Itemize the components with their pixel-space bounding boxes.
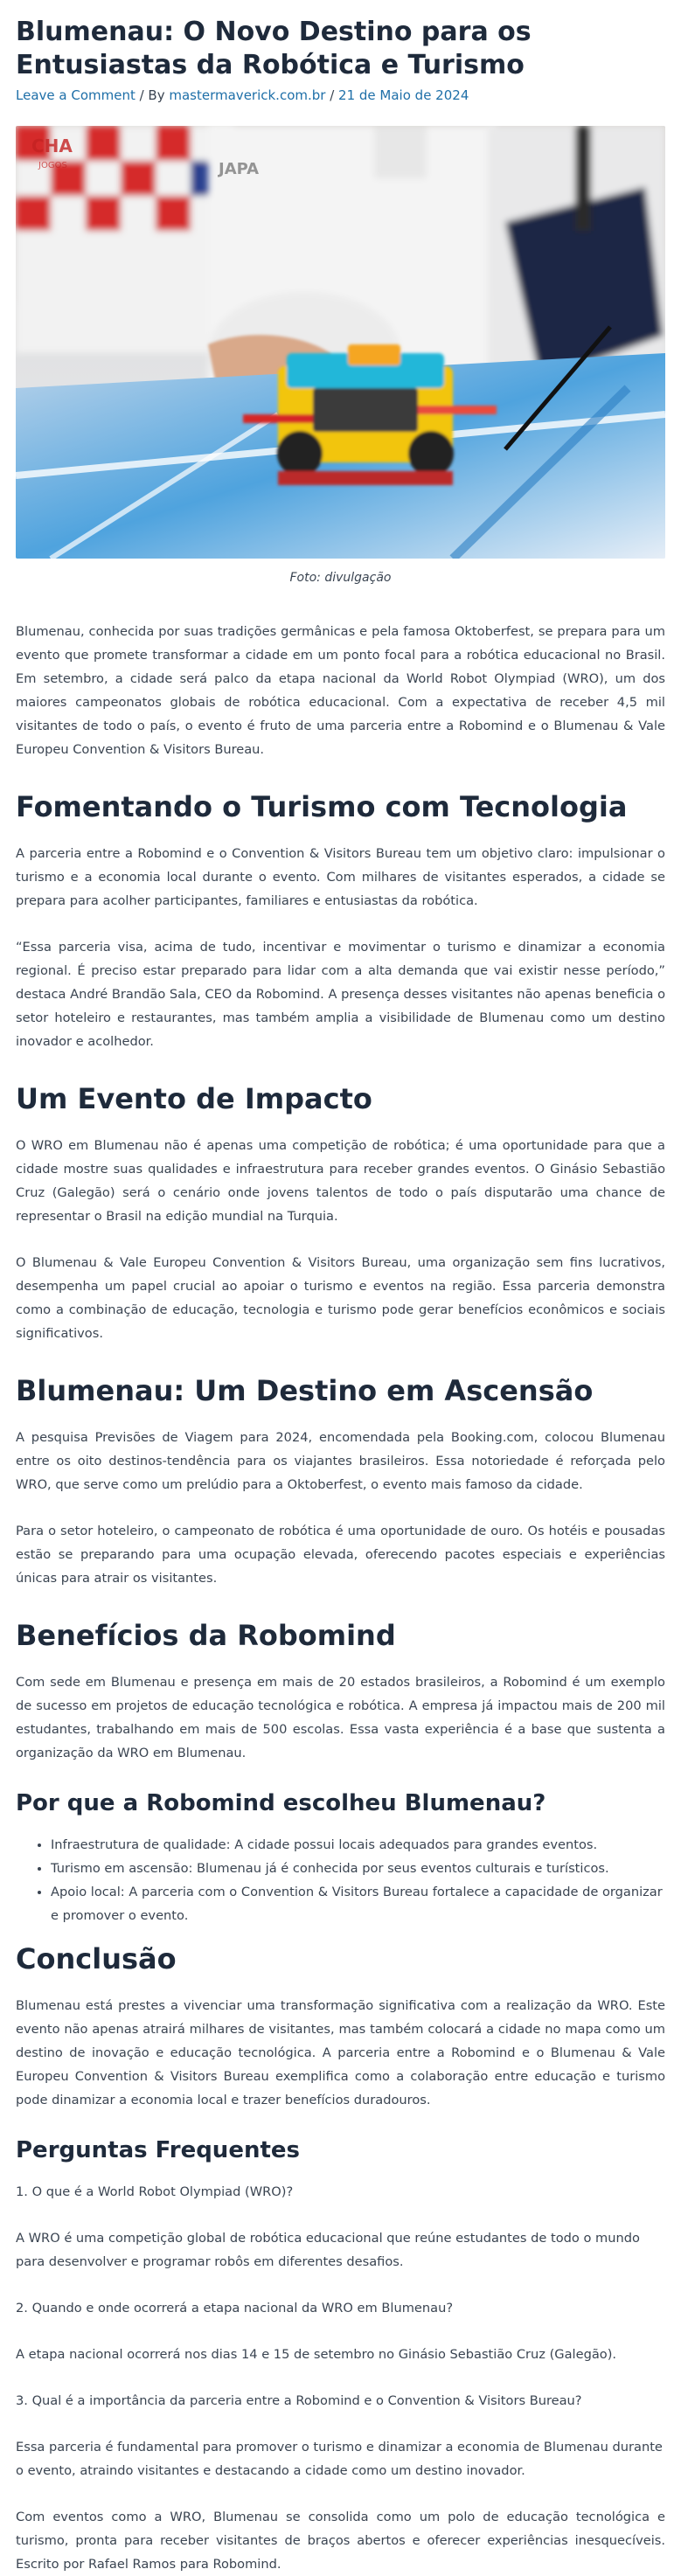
faq-question: 2. Quando e onde ocorrerá a etapa nacional da WRO em Blumenau? [16, 2301, 454, 2316]
leave-comment-link[interactable]: Leave a Comment [16, 87, 136, 103]
section-heading: Conclusão [16, 1942, 177, 1975]
list-item: • Apoio local: A parceria com o Convention & Visitors Bureau fortalece a capacidade de organizar e promover o evento. [51, 1880, 665, 1927]
paragraph: Para o setor hoteleiro, o campeonato de robótica é uma oportunidade de ouro. Os hotéis e pousadas estão se preparando para uma ocupação elevada, oferecendo pacotes especiais e experiências únicas para atrair os visitantes. [16, 1524, 665, 1586]
shirt-text: JOGOS [38, 161, 67, 170]
section-heading: Fomentando o Turismo com Tecnologia [16, 790, 628, 823]
paragraph: A parceria entre a Robomind e o Convention & Visitors Bureau tem um objetivo claro: impulsionar o turismo e a economia local durante o evento. Com milhares de visitantes esperados, a cidade se prepara para acolher participantes, familiares e entusiastas da robótica. [16, 846, 665, 908]
faq-heading: Perguntas Frequentes [16, 2137, 300, 2163]
section-heading: Um Evento de Impacto [16, 1082, 372, 1115]
author-link[interactable]: mastermaverick.com.br [169, 87, 326, 103]
faq-answer: Essa parceria é fundamental para promover o turismo e dinamizar a economia de Blumenau durante o evento, atraindo visitantes e destacando a cidade como um destino inovador. [16, 2440, 663, 2478]
paragraph: Blumenau está prestes a vivenciar uma transformação significativa com a realização da WRO. Este evento não apenas atrairá milhares de visitantes, mas também colocará a cidade no mapa como um destino de inovação e educação tecnológica. A parceria entre a Robomind e o Blumenau & Vale Europeu Convention & Visitors Bureau exemplifica como a colaboração entre educação e turismo pode dinamizar a economia local e trazer benefícios duradouros. [16, 1998, 665, 2107]
faq-answer: A WRO é uma competição global de robótica educacional que reúne estudantes de todo o mundo para desenvolver e programar robôs em diferentes desafios. [16, 2231, 640, 2269]
paragraph: Com sede em Blumenau e presença em mais de 20 estados brasileiros, a Robomind é um exemplo de sucesso em projetos de educação tecnológica e robótica. A empresa já impactou mais de 200 mil estudantes, trabalhando em mais de 500 escolas. Essa vasta experiência é a base que sustenta a organização da WRO em Blumenau. [16, 1675, 665, 1760]
featured-image [16, 126, 665, 559]
paragraph: O WRO em Blumenau não é apenas uma competição de robótica; é uma oportunidade para que a cidade mostre suas qualidades e infraestrutura para receber grandes eventos. O Ginásio Sebastião Cruz (Galegão) será o cenário onde jovens talentos de todo o país disputarão uma chance de representar o Brasil na edição mundial na Turquia. [16, 1138, 665, 1224]
paragraph: O Blumenau & Vale Europeu Convention & Visitors Bureau, uma organização sem fins lucrativos, desempenha um papel crucial ao apoiar o turismo e eventos na região. Essa parceria demonstra como a combinação de educação, tecnologia e turismo pode gerar benefícios econômicos e sociais significativos. [16, 1255, 665, 1341]
reasons-list [16, 1833, 665, 1927]
article-meta [16, 87, 665, 103]
robotics-photo [16, 126, 665, 559]
meta-separator: / By [135, 87, 170, 103]
list-item: • Turismo em ascensão: Blumenau já é conhecida por seus eventos culturais e turísticos. [51, 1857, 665, 1880]
shirt-text: JAPA [219, 160, 260, 178]
faq-answer: A etapa nacional ocorrerá nos dias 14 e 15 de setembro no Ginásio Sebastião Cruz (Galegão). [16, 2347, 617, 2362]
subsection-heading: Por que a Robomind escolheu Blumenau? [16, 1790, 546, 1816]
closing-paragraph: Com eventos como a WRO, Blumenau se consolida como um polo de educação tecnológica e turismo, pronta para receber visitantes de braços abertos e oferecer experiências inesquecíveis. Escrito por Rafael Ramos para Robomind. [16, 2510, 665, 2572]
paragraph: A pesquisa Previsões de Viagem para 2024, encomendada pela Booking.com, colocou Blumenau entre os oito destinos-tendência para os viajantes brasileiros. Essa notoriedade é reforçada pelo WRO, que serve como um prelúdio para a Oktoberfest, o evento mais famoso da cidade. [16, 1430, 665, 1492]
article-title: Blumenau: O Novo Destino para os Entusiastas da Robótica e Turismo [16, 17, 532, 80]
faq-question: 1. O que é a World Robot Olympiad (WRO)? [16, 2184, 294, 2199]
faq-question: 3. Qual é a importância da parceria entre a Robomind e o Convention & Visitors Bureau? [16, 2393, 582, 2408]
publish-date: 21 de Maio de 2024 [338, 87, 469, 103]
list-item: • Infraestrutura de qualidade: A cidade possui locais adequados para grandes eventos. [51, 1833, 665, 1857]
paragraph: “Essa parceria visa, acima de tudo, incentivar e movimentar o turismo e dinamizar a economia regional. É preciso estar preparado para lidar com a alta demanda que vai existir nesse período,” destaca André Brandão Sala, CEO da Robomind. A presença desses visitantes não apenas beneficia o setor hoteleiro e restaurantes, mas também amplia a visibilidade de Blumenau como um destino inovador e acolhedor. [16, 940, 665, 1049]
section-heading: Benefícios da Robomind [16, 1619, 396, 1652]
intro-paragraph: Blumenau, conhecida por suas tradições germânicas e pela famosa Oktoberfest, se prepara para um evento que promete transformar a cidade em um ponto focal para a robótica educacional no Brasil. Em setembro, a cidade será palco da etapa nacional da World Robot Olympiad (WRO), um dos maiores campeonatos globais de robótica educacional. Com a expectativa de receber 4,5 mil visitantes de todo o país, o evento é fruto de uma parceria entre a Robomind e o Blumenau & Vale Europeu Convention & Visitors Bureau. [16, 624, 665, 757]
section-heading: Blumenau: Um Destino em Ascensão [16, 1374, 594, 1407]
shirt-text: CHA [31, 135, 73, 156]
meta-separator: / [325, 87, 339, 103]
image-caption: Foto: divulgação [289, 571, 392, 585]
